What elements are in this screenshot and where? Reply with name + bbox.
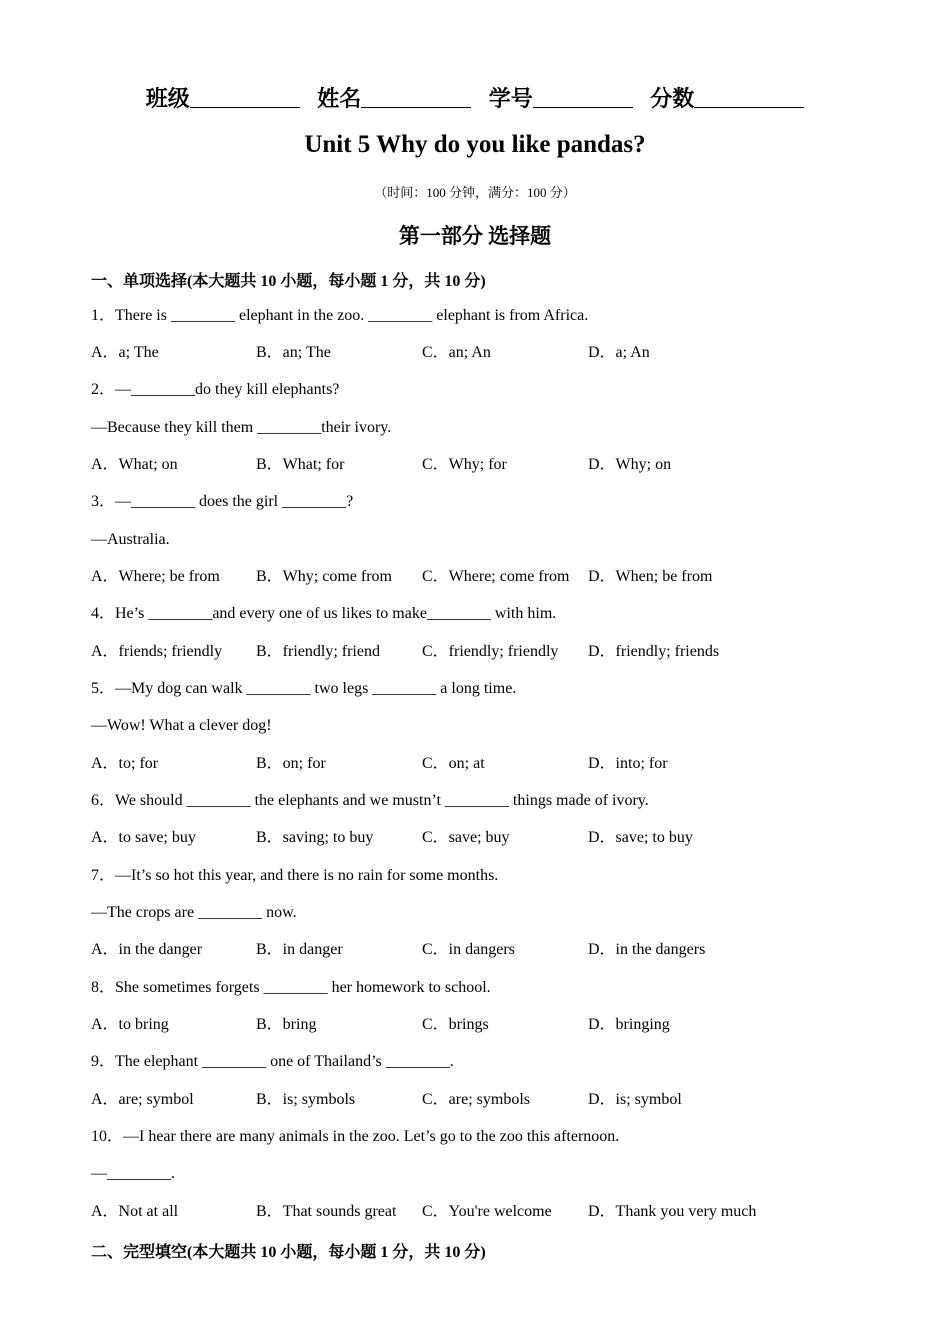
part-title: 第一部分 选择题 bbox=[398, 224, 552, 248]
option-c[interactable]: C．Why; for bbox=[422, 456, 507, 473]
option-c[interactable]: C．are; symbols bbox=[422, 1091, 530, 1108]
option-c[interactable]: C．save; buy bbox=[422, 829, 510, 846]
question-9-options bbox=[91, 1090, 911, 1110]
option-c[interactable]: C．on; at bbox=[422, 755, 485, 772]
question-3-options bbox=[91, 567, 911, 587]
question-5-response: —Wow! What a clever dog! bbox=[91, 717, 272, 734]
option-c[interactable]: C．You're welcome bbox=[422, 1203, 552, 1220]
question-3-stem: 3．—________ does the girl ________? bbox=[91, 493, 354, 510]
option-b[interactable]: B．is; symbols bbox=[256, 1091, 356, 1108]
section-heading-2: 二、完型填空(本大题共 10 小题，每小题 1 分，共 10 分) bbox=[91, 1244, 486, 1261]
question-9-stem: 9．The elephant ________ one of Thailand’s ________. bbox=[91, 1053, 454, 1070]
option-b[interactable]: B．saving; to buy bbox=[256, 829, 374, 846]
score-field[interactable]: 分数 bbox=[650, 82, 804, 113]
option-b[interactable]: B．bring bbox=[256, 1016, 317, 1033]
option-a[interactable]: A．Not at all bbox=[91, 1203, 179, 1220]
option-a[interactable]: A．are; symbol bbox=[91, 1091, 194, 1108]
option-a[interactable]: A．to; for bbox=[91, 755, 159, 772]
question-6-options bbox=[91, 828, 911, 848]
question-10-response: —________. bbox=[91, 1165, 175, 1182]
question-8-stem: 8．She sometimes forgets ________ her homework to school. bbox=[91, 979, 491, 996]
question-5-options bbox=[91, 754, 911, 774]
option-a[interactable]: A．in the danger bbox=[91, 941, 203, 958]
option-a[interactable]: A．to bring bbox=[91, 1016, 169, 1033]
option-b[interactable]: B．What; for bbox=[256, 456, 345, 473]
question-3-response: —Australia. bbox=[91, 531, 170, 548]
option-c[interactable]: C．Where; come from bbox=[422, 568, 570, 585]
question-7-response: —The crops are ________ now. bbox=[91, 904, 297, 921]
section-heading-1: 一、单项选择(本大题共 10 小题，每小题 1 分，共 10 分) bbox=[91, 273, 486, 290]
question-6-stem: 6．We should ________ the elephants and we mustn’t ________ things made of ivory. bbox=[91, 792, 649, 809]
question-7-options bbox=[91, 940, 911, 960]
option-c[interactable]: C．in dangers bbox=[422, 941, 515, 958]
question-7-stem: 7．—It’s so hot this year, and there is no rain for some months. bbox=[91, 867, 499, 884]
option-a[interactable]: A．What; on bbox=[91, 456, 178, 473]
page-title: Unit 5 Why do you like pandas? bbox=[304, 131, 646, 158]
question-1-options bbox=[91, 343, 911, 363]
option-a[interactable]: A．to save; buy bbox=[91, 829, 196, 846]
option-d[interactable]: D．in the dangers bbox=[588, 941, 706, 958]
question-2-response: —Because they kill them ________their ivory. bbox=[91, 419, 392, 436]
name-field[interactable]: 姓名 bbox=[317, 82, 471, 113]
option-b[interactable]: B．That sounds great bbox=[256, 1203, 397, 1220]
option-d[interactable]: D．is; symbol bbox=[588, 1091, 682, 1108]
question-4-options bbox=[91, 642, 911, 662]
option-d[interactable]: D．friendly; friends bbox=[588, 643, 720, 660]
option-d[interactable]: D．Thank you very much bbox=[588, 1203, 757, 1220]
option-d[interactable]: D．a; An bbox=[588, 344, 650, 361]
option-b[interactable]: B．an; The bbox=[256, 344, 331, 361]
exam-time-info: （时间：100 分钟，满分：100 分） bbox=[374, 185, 576, 200]
question-10-stem: 10．—I hear there are many animals in the zoo. Let’s go to the zoo this afternoon. bbox=[91, 1128, 620, 1145]
option-d[interactable]: D．save; to buy bbox=[588, 829, 693, 846]
question-1-stem: 1．There is ________ elephant in the zoo. ________ elephant is from Africa. bbox=[91, 307, 589, 324]
option-a[interactable]: A．a; The bbox=[91, 344, 159, 361]
question-2-options bbox=[91, 455, 911, 475]
question-4-stem: 4．He’s ________and every one of us likes to make________ with him. bbox=[91, 605, 557, 622]
student-number-field[interactable]: 学号 bbox=[489, 82, 633, 113]
question-8-options bbox=[91, 1015, 911, 1035]
question-10-options bbox=[91, 1202, 911, 1222]
option-d[interactable]: D．bringing bbox=[588, 1016, 670, 1033]
option-a[interactable]: A．friends; friendly bbox=[91, 643, 223, 660]
option-b[interactable]: B．friendly; friend bbox=[256, 643, 380, 660]
option-c[interactable]: C．friendly; friendly bbox=[422, 643, 559, 660]
student-info-header bbox=[0, 82, 950, 113]
option-d[interactable]: D．Why; on bbox=[588, 456, 672, 473]
class-field[interactable]: 班级 bbox=[146, 82, 300, 113]
question-2-stem: 2．—________do they kill elephants? bbox=[91, 381, 340, 398]
option-a[interactable]: A．Where; be from bbox=[91, 568, 220, 585]
option-b[interactable]: B．on; for bbox=[256, 755, 326, 772]
question-5-stem: 5．—My dog can walk ________ two legs ________ a long time. bbox=[91, 680, 517, 697]
option-c[interactable]: C．brings bbox=[422, 1016, 489, 1033]
option-b[interactable]: B．Why; come from bbox=[256, 568, 392, 585]
option-c[interactable]: C．an; An bbox=[422, 344, 491, 361]
option-d[interactable]: D．When; be from bbox=[588, 568, 713, 585]
option-d[interactable]: D．into; for bbox=[588, 755, 668, 772]
option-b[interactable]: B．in danger bbox=[256, 941, 343, 958]
